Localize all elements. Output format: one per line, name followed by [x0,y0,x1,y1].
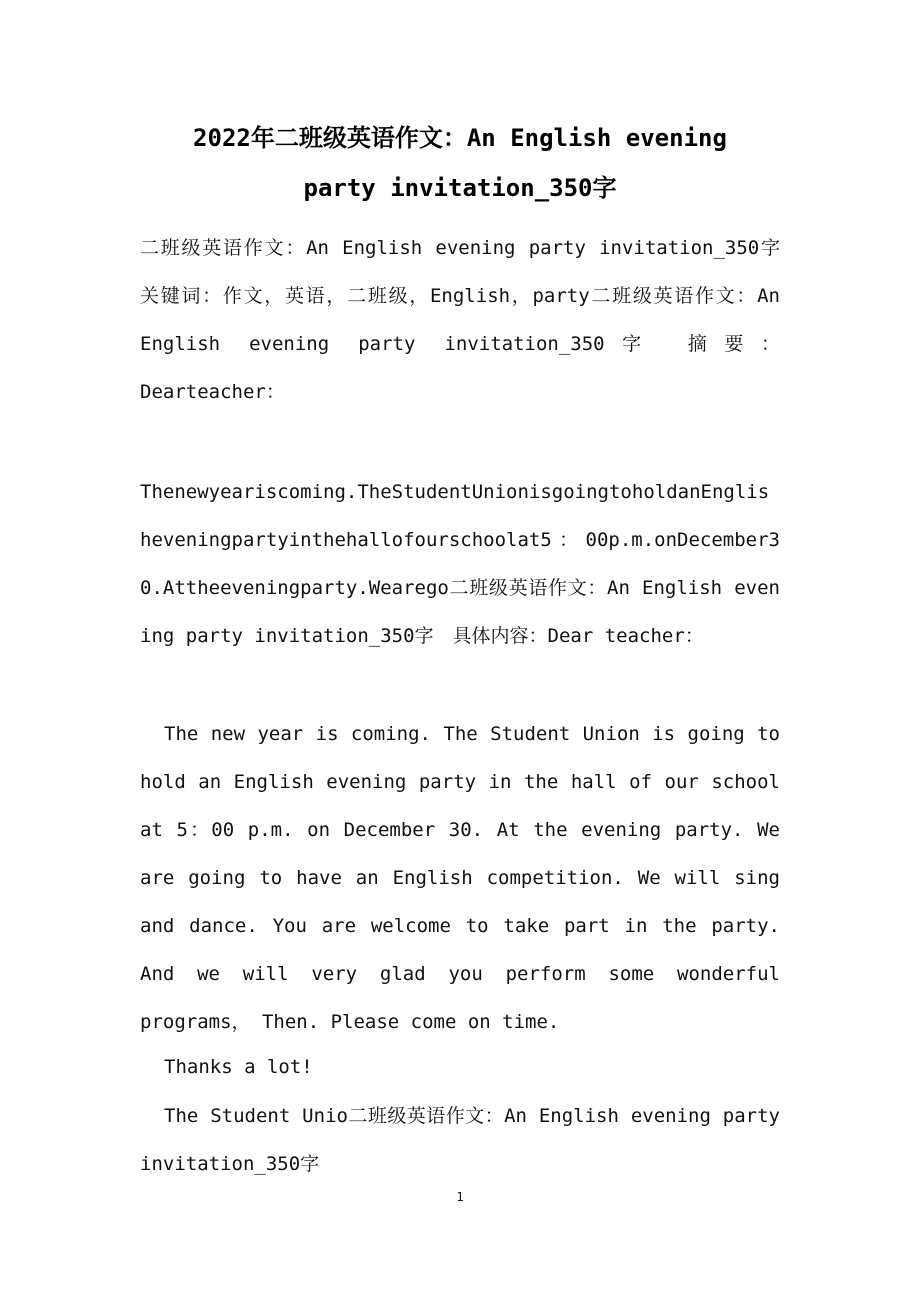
page-number: 1 [456,1190,464,1204]
summary-paragraph: 二班级英语作文：An English evening party invitation_350字 关键词：作文，英语，二班级，English，party二班级英语作文：An English evening party invitation_350字 摘要：Dearteacher： [140,237,800,403]
document-title-line-1: 2022年二班级英语作文：An English evening [193,124,727,152]
document-title-line-2: party invitation_350字 [303,174,617,202]
thanks-line: Thanks a lot! [164,1056,313,1078]
closing-line: The Student Unio二班级英语作文：An English evening party invitation_350字 [140,1105,780,1175]
body-paragraph: The new year is coming. The Student Union is going to hold an English evening party in the hall of our school at 5：00 p.m. on December 30. At the evening party. We are going to have an English competition. We will sing and dance. You are welcome to take part in the party. And we will very glad you perform some wonderful programs， Then. Please come on time. [140,723,780,1033]
compressed-paragraph: Thenewyeariscoming.TheStudentUnionisgoingtoholdanEnglisheveningpartyinthehallofourschoolat5：00p.m.onDecember30.Attheeveningparty.Wearego二班级英语作文：An English evening party invitation_350字 具体内容：Dear teacher： [140,481,780,647]
